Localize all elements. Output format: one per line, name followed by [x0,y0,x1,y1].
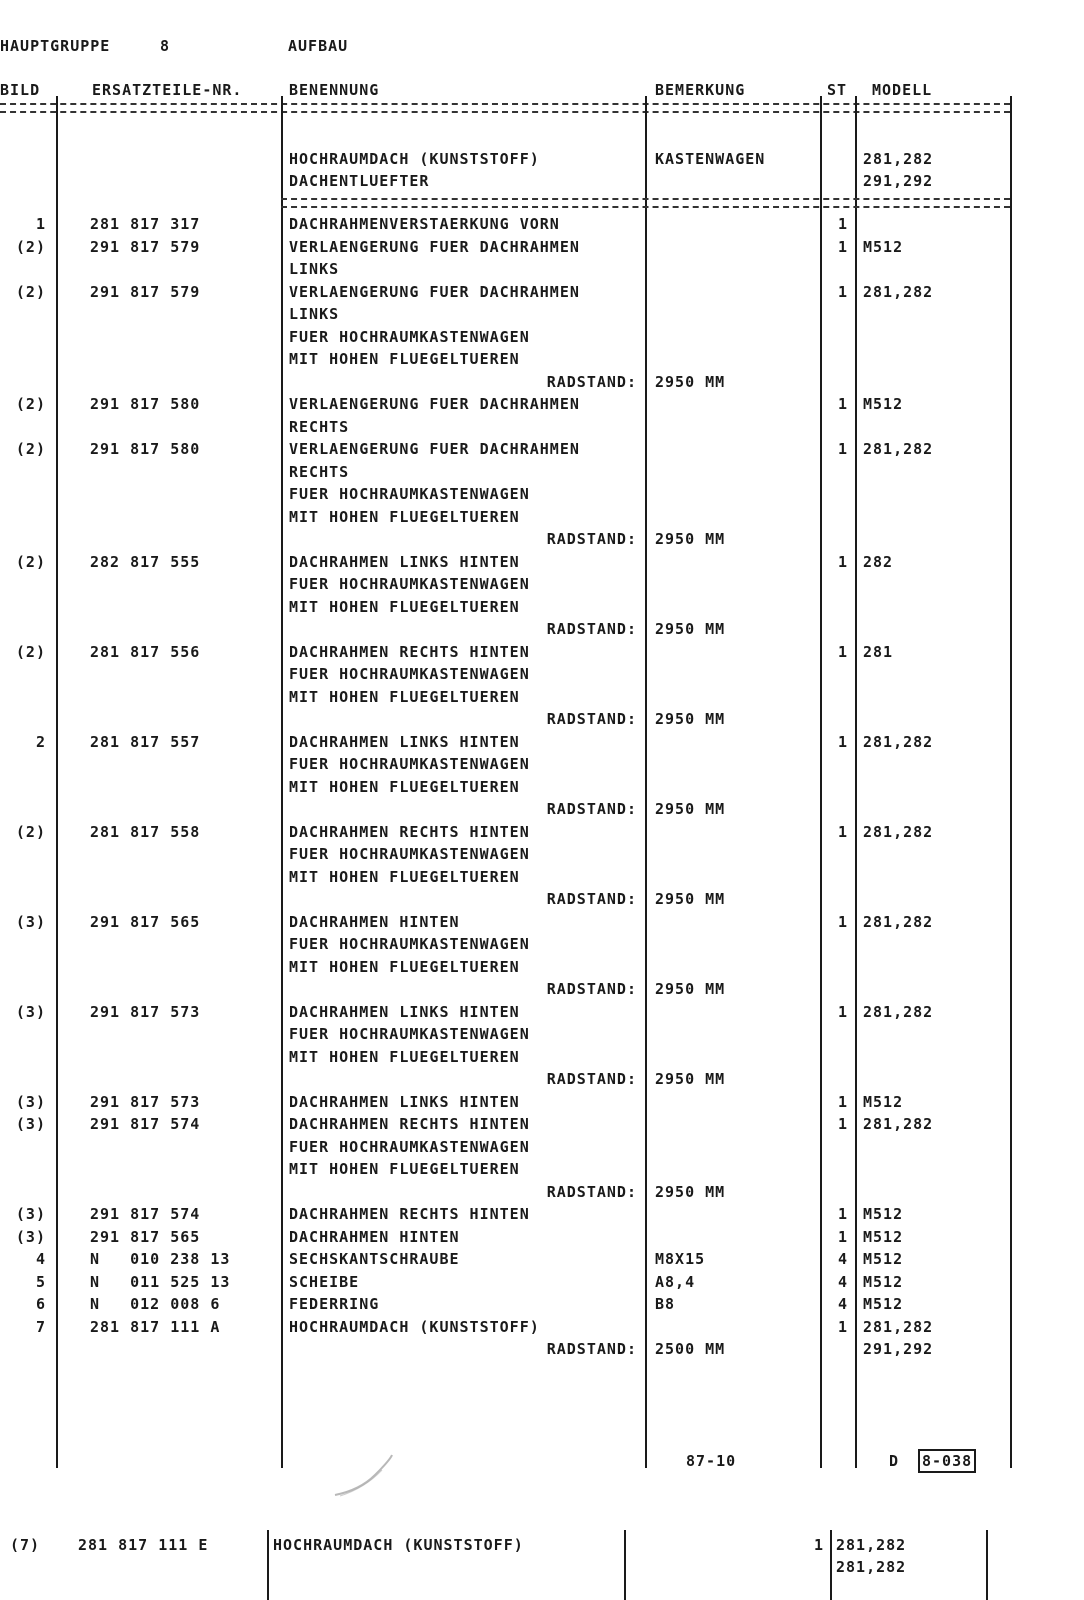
bild-cell: 1 [35,215,46,233]
modell-cell: M512 [863,1250,904,1268]
col-modell: MODELL [872,81,933,99]
benennung-cell: MIT HOHEN FLUEGELTUEREN [289,1047,520,1066]
table-row [0,506,1084,528]
st-cell: 1 [837,912,848,931]
benennung-cell: DACHRAHMENVERSTAERKUNG VORN [289,215,560,233]
st-cell: 1 [837,440,848,458]
bild-cell: 5 [35,1272,46,1291]
table-row [0,1023,1084,1045]
benennung-cell: DACHRAHMEN HINTEN [289,912,460,931]
bemerkung-cell: A8,4 [655,1272,696,1291]
benennung-cell: MIT HOHEN FLUEGELTUEREN [289,507,520,526]
table-row [0,1136,1084,1158]
section-rule [281,198,1010,208]
st-cell: 1 [837,1002,848,1021]
bild-cell: 7 [35,1317,46,1336]
benennung-cell: RECHTS [289,462,350,481]
radstand-label: RADSTAND: [546,620,637,638]
st-cell: 4 [837,1272,848,1291]
table-row [0,461,1084,483]
col-benennung: BENENNUNG [289,81,380,99]
st-cell: 4 [837,1295,848,1313]
section-modell: 281,282 [863,150,934,168]
benennung-cell: DACHRAHMEN LINKS HINTEN [289,1002,520,1021]
table-row [0,326,1084,348]
modell-cell: 281 [863,642,894,661]
table-row [0,438,1084,460]
table-row [0,1293,1084,1315]
modell-cell: M512 [863,1205,904,1223]
benennung-cell: FUER HOCHRAUMKASTENWAGEN [289,845,530,863]
table-row [0,1338,1084,1360]
benennung-cell: DACHRAHMEN HINTEN [289,1227,460,1246]
table-row [0,1203,1084,1225]
column-divider [624,1530,626,1600]
bild-cell: (2) [15,440,46,458]
print-date: 87-10 [686,1452,737,1470]
part-number-cell: 282 817 555 [90,552,201,571]
bemerkung-cell: 2950 MM [655,1070,726,1088]
benennung-cell: LINKS [289,305,340,323]
table-row [0,956,1084,978]
st-cell: 1 [837,642,848,661]
col-ersatzteile-nr: ERSATZTEILE-NR. [92,81,243,99]
part-number-cell: 291 817 574 [90,1115,201,1133]
table-row [0,258,1084,280]
header-rule [0,103,1010,113]
section-bemerkung: KASTENWAGEN [655,150,766,168]
benennung-cell: FUER HOCHRAUMKASTENWAGEN [289,1025,530,1043]
radstand-label: RADSTAND: [546,530,637,548]
st-cell: 1 [837,732,848,751]
table-row [0,686,1084,708]
section-title: HOCHRAUMDACH (KUNSTSTOFF) [289,150,540,168]
bild-cell: 4 [35,1250,46,1268]
bemerkung-cell: B8 [655,1295,676,1313]
part-number-cell: 291 817 579 [90,237,201,256]
col-bild: BILD [0,81,41,99]
radstand-label: RADSTAND: [546,1070,637,1088]
group-name: AUFBAU [288,37,349,55]
modell-cell: M512 [863,1272,904,1291]
language-code: D [889,1452,900,1470]
table-row [0,1113,1084,1135]
radstand-label: RADSTAND: [546,1182,637,1201]
part-number-cell: N 010 238 13 [90,1250,231,1268]
st-cell: 1 [837,395,848,413]
table-row [0,866,1084,888]
table-row [0,843,1084,865]
bild-cell: (3) [15,1205,46,1223]
radstand-label: RADSTAND: [546,890,637,908]
bemerkung-cell: 2950 MM [655,620,726,638]
part-number-cell: N 011 525 13 [90,1272,231,1291]
bemerkung-cell: 2500 MM [655,1340,726,1358]
table-row [0,776,1084,798]
benennung-cell: MIT HOHEN FLUEGELTUEREN [289,597,520,616]
table-row [0,933,1084,955]
bemerkung-cell: 2950 MM [655,372,726,391]
benennung-cell: FUER HOCHRAUMKASTENWAGEN [289,1137,530,1156]
st-cell: 1 [837,237,848,256]
bild-cell: 6 [35,1295,46,1313]
st-cell: 1 [837,1227,848,1246]
bild-cell: (3) [15,1227,46,1246]
modell-cell: 281,282 [863,822,934,841]
table-row [0,281,1084,303]
section-modell: 291,292 [863,172,934,190]
benennung-cell: MIT HOHEN FLUEGELTUEREN [289,867,520,886]
table-row [0,573,1084,595]
next-modell: 281,282 [836,1536,907,1554]
next-benennung: HOCHRAUMDACH (KUNSTSTOFF) [273,1536,524,1554]
radstand-label: RADSTAND: [546,1340,637,1358]
column-divider [830,1530,832,1600]
col-bemerkung: BEMERKUNG [655,81,746,99]
table-row [0,798,1084,820]
scan-smudge [330,1450,400,1500]
bemerkung-cell: 2950 MM [655,710,726,728]
benennung-cell: VERLAENGERUNG FUER DACHRAHMEN [289,395,580,413]
st-cell: 1 [837,282,848,301]
st-cell: 1 [837,552,848,571]
bild-cell: (3) [15,1002,46,1021]
part-number-cell: 291 817 565 [90,1227,201,1246]
benennung-cell: MIT HOHEN FLUEGELTUEREN [289,350,520,368]
table-row [0,821,1084,843]
part-number-cell: 291 817 565 [90,912,201,931]
bild-cell: (2) [15,237,46,256]
table-row [0,1001,1084,1023]
st-cell: 1 [837,1115,848,1133]
part-number-cell: 281 817 558 [90,822,201,841]
bemerkung-cell: M8X15 [655,1250,706,1268]
table-row [0,213,1084,235]
table-row [0,911,1084,933]
benennung-cell: FUER HOCHRAUMKASTENWAGEN [289,935,530,953]
modell-cell: 281,282 [863,1115,934,1133]
modell-cell: M512 [863,1295,904,1313]
bild-cell: (2) [15,822,46,841]
bild-cell: (2) [15,552,46,571]
part-number-cell: 291 817 573 [90,1092,201,1111]
modell-cell: 281,282 [863,732,934,751]
st-cell: 1 [837,822,848,841]
next-modell: 281,282 [836,1558,907,1576]
table-row [0,371,1084,393]
benennung-cell: LINKS [289,260,340,278]
benennung-cell: SCHEIBE [289,1272,360,1291]
table-row [0,618,1084,640]
table-row [0,1181,1084,1203]
radstand-label: RADSTAND: [546,372,637,391]
bemerkung-cell: 2950 MM [655,890,726,908]
benennung-cell: DACHRAHMEN LINKS HINTEN [289,732,520,751]
table-row [0,348,1084,370]
table-row [0,978,1084,1000]
radstand-label: RADSTAND: [546,710,637,728]
benennung-cell: VERLAENGERUNG FUER DACHRAHMEN [289,237,580,256]
table-row [0,1271,1084,1293]
benennung-cell: VERLAENGERUNG FUER DACHRAHMEN [289,282,580,301]
table-row [0,1091,1084,1113]
radstand-label: RADSTAND: [546,980,637,998]
modell-cell: 281,282 [863,1002,934,1021]
table-row [0,753,1084,775]
table-row [0,888,1084,910]
benennung-cell: RECHTS [289,417,350,436]
table-row [0,303,1084,325]
table-row [0,1158,1084,1180]
table-row [0,1046,1084,1068]
benennung-cell: HOCHRAUMDACH (KUNSTSTOFF) [289,1317,540,1336]
benennung-cell: DACHRAHMEN RECHTS HINTEN [289,1115,530,1133]
bemerkung-cell: 2950 MM [655,980,726,998]
col-st: ST [827,81,848,99]
benennung-cell: DACHRAHMEN RECHTS HINTEN [289,642,530,661]
st-cell: 4 [837,1250,848,1268]
st-cell: 1 [837,215,848,233]
bild-cell: (2) [15,395,46,413]
table-row [0,528,1084,550]
table-row [0,596,1084,618]
group-number: 8 [160,37,171,55]
modell-cell: M512 [863,237,904,256]
bemerkung-cell: 2950 MM [655,800,726,818]
column-divider [986,1530,988,1600]
benennung-cell: FUER HOCHRAUMKASTENWAGEN [289,327,530,346]
radstand-label: RADSTAND: [546,800,637,818]
part-number-cell: 281 817 111 A [90,1317,221,1336]
modell-cell: 281,282 [863,440,934,458]
benennung-cell: MIT HOHEN FLUEGELTUEREN [289,777,520,796]
table-row [0,236,1084,258]
modell-cell: 291,292 [863,1340,934,1358]
column-divider [267,1530,269,1600]
benennung-cell: DACHRAHMEN RECHTS HINTEN [289,1205,530,1223]
table-row [0,1068,1084,1090]
next-bild: (7) [10,1536,41,1554]
st-cell: 1 [837,1205,848,1223]
st-cell: 1 [837,1092,848,1111]
table-row [0,731,1084,753]
benennung-cell: DACHRAHMEN LINKS HINTEN [289,552,520,571]
next-part-number: 281 817 111 E [78,1536,209,1554]
benennung-cell: FUER HOCHRAUMKASTENWAGEN [289,755,530,773]
part-number-cell: 281 817 557 [90,732,201,751]
table-row [0,551,1084,573]
part-number-cell: 291 817 580 [90,440,201,458]
st-cell: 1 [837,1317,848,1336]
page-number: 8-038 [918,1449,976,1473]
benennung-cell: FUER HOCHRAUMKASTENWAGEN [289,575,530,593]
modell-cell: 282 [863,552,894,571]
bild-cell: (3) [15,912,46,931]
benennung-cell: SECHSKANTSCHRAUBE [289,1250,460,1268]
bild-cell: (3) [15,1115,46,1133]
part-number-cell: 291 817 573 [90,1002,201,1021]
table-row [0,641,1084,663]
modell-cell: M512 [863,1092,904,1111]
part-number-cell: 281 817 317 [90,215,201,233]
part-number-cell: 291 817 574 [90,1205,201,1223]
bild-cell: (2) [15,642,46,661]
table-row [0,663,1084,685]
group-label: HAUPTGRUPPE [0,37,111,55]
table-row [0,416,1084,438]
table-row [0,708,1084,730]
table-row [0,1226,1084,1248]
benennung-cell: DACHRAHMEN LINKS HINTEN [289,1092,520,1111]
benennung-cell: DACHRAHMEN RECHTS HINTEN [289,822,530,841]
part-number-cell: 291 817 580 [90,395,201,413]
benennung-cell: MIT HOHEN FLUEGELTUEREN [289,957,520,976]
bemerkung-cell: 2950 MM [655,1182,726,1201]
next-st: 1 [814,1536,825,1554]
bild-cell: (2) [15,282,46,301]
part-number-cell: 281 817 556 [90,642,201,661]
part-number-cell: N 012 008 6 [90,1295,221,1313]
benennung-cell: FUER HOCHRAUMKASTENWAGEN [289,665,530,683]
modell-cell: 281,282 [863,282,934,301]
modell-cell: 281,282 [863,1317,934,1336]
benennung-cell: MIT HOHEN FLUEGELTUEREN [289,687,520,706]
modell-cell: 281,282 [863,912,934,931]
benennung-cell: FEDERRING [289,1295,380,1313]
bemerkung-cell: 2950 MM [655,530,726,548]
modell-cell: M512 [863,395,904,413]
bild-cell: (3) [15,1092,46,1111]
benennung-cell: MIT HOHEN FLUEGELTUEREN [289,1160,520,1178]
table-row [0,393,1084,415]
benennung-cell: FUER HOCHRAUMKASTENWAGEN [289,485,530,503]
table-row [0,1316,1084,1338]
section-subtitle: DACHENTLUEFTER [289,172,430,190]
benennung-cell: VERLAENGERUNG FUER DACHRAHMEN [289,440,580,458]
table-row [0,483,1084,505]
part-number-cell: 291 817 579 [90,282,201,301]
bild-cell: 2 [35,732,46,751]
modell-cell: M512 [863,1227,904,1246]
table-row [0,1248,1084,1270]
